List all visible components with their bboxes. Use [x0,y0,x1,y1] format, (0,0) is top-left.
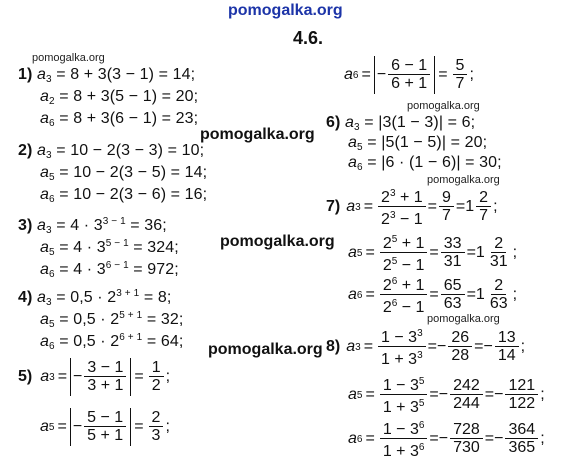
p2-line1: 2) $a_3 = 10 - 2(3 - 3) = 10$; [18,142,205,161]
p7-a6: a 6 = $\frac{2^6 + 1}{2^6 - 1}$ = $\frac{65}{63}$ = 1 $\frac{2}{63}$ ; [348,276,518,316]
watermark-small: pomogalka.org [32,52,105,64]
watermark-large: pomogalka.org [200,126,315,143]
p6-line2: $a_5 = |5(1 - 5)| = 20$; [348,134,488,153]
part-label: 1) [18,66,33,83]
part-label: 6) [326,114,341,131]
p5-a3: 5) a 3 = − $\frac{3 - 1}{3 + 1}$ = $\frac{1}{2}$ ; [18,359,171,394]
p7-a3: 7) a 3 = $\frac{2^3 + 1}{2^3 - 1}$ = $\frac{9}{7}$ = 1 $\frac{2}{7}$ ; [326,188,498,228]
p4-line2: $a_5 = 0,5 \cdot 2^{5 + 1} = 32$; [40,310,184,330]
p4-line3: $a_6 = 0,5 \cdot 2^{6 + 1} = 64$; [40,332,184,352]
watermark-large: pomogalka.org [208,341,323,358]
p6-line3: $a_6 = |6 \cdot (1 - 6)| = 30$; [348,154,502,173]
p2-line2: $a_5 = 10 - 2(3 - 5) = 14$; [40,164,208,183]
p3-line2: $a_5 = 4 \cdot 3^{5 - 1} = 324$; [40,238,179,258]
exercise-number: 4.6. [293,28,324,48]
p1-line3: $a_6 = 8 + 3(6 - 1) = 23$; [40,110,199,129]
p8-a6: a 6 = $\frac{1 - 3^6}{1 + 3^6}$ = − $\frac{728}{730}$ = − $\frac{364}{365}$ ; [348,420,545,460]
part-label: 3) [18,217,33,234]
watermark-small: pomogalka.org [427,313,500,325]
part-label: 4) [18,289,33,306]
watermark-large: pomogalka.org [220,233,335,250]
watermark-small: pomogalka.org [407,100,480,112]
p5-a5: a 5 = − $\frac{5 - 1}{5 + 1}$ = $\frac{2}{3}$ ; [40,409,170,444]
part-label: 5) [18,368,33,385]
p8-a3: 8) a 3 = $\frac{1 - 3^3}{1 + 3^3}$ = − $\frac{26}{28}$ = − $\frac{13}{14}$ ; [326,328,526,368]
p1-line1: 1) $a_3 = 8 + 3(3 - 1) = 14$; [18,66,196,85]
p5-a6: a 6 = − $\frac{6 - 1}{6 + 1}$ = $\frac{5}{7}$ ; [344,57,474,92]
part-label: 8) [326,338,341,355]
p3-line1: 3) $a_3 = 4 \cdot 3^{3 - 1} = 36$; [18,216,167,236]
p8-a5: a 5 = $\frac{1 - 3^5}{1 + 3^5}$ = − $\frac{242}{244}$ = − $\frac{121}{122}$ ; [348,376,545,416]
part-label: 2) [18,142,33,159]
p4-line1: 4) $a_3 = 0,5 \cdot 2^{3 + 1} = 8$; [18,288,172,308]
p7-a5: a 5 = $\frac{2^5 + 1}{2^5 - 1}$ = $\frac{33}{31}$ = 1 $\frac{2}{31}$ ; [348,234,518,274]
p2-line3: $a_6 = 10 - 2(3 - 6) = 16$; [40,186,208,205]
p3-line3: $a_6 = 4 \cdot 3^{6 - 1} = 972$; [40,260,179,280]
p6-line1: 6) $a_3 = |3(1 - 3)| = 6$; [326,114,476,133]
watermark-top: pomogalka.org [228,2,343,19]
watermark-small: pomogalka.org [427,174,500,186]
part-label: 7) [326,198,341,215]
p1-line2: $a_2 = 8 + 3(5 - 1) = 20$; [40,88,199,107]
